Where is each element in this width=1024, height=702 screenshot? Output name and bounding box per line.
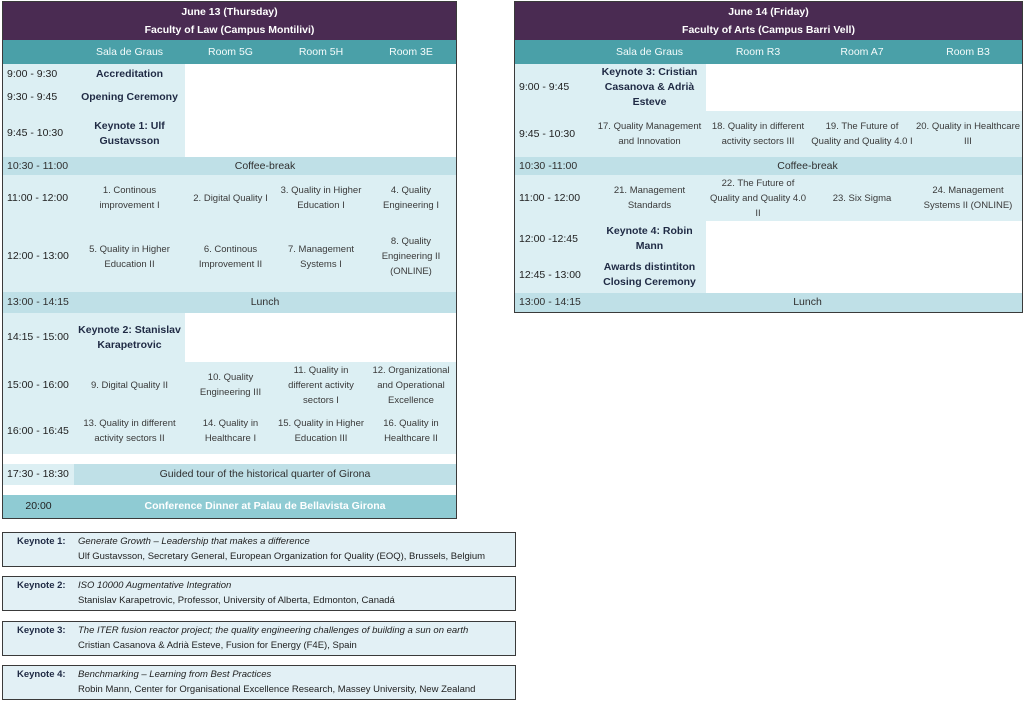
schedule-row [3, 64, 456, 85]
session-cell: 24. Management Systems II (ONLINE) [914, 175, 1022, 221]
time-slot: 12:00 - 13:00 [3, 221, 74, 292]
accreditation-cell: Accreditation [74, 64, 185, 85]
time-slot: 12:45 - 13:00 [515, 257, 593, 293]
time-slot: 9:00 - 9:30 [3, 64, 74, 85]
lunch-break: Lunch [593, 293, 1022, 312]
session-cell: 16. Quality in Healthcare II [366, 408, 456, 454]
keynote-info-box [2, 576, 516, 611]
room-name: Room 5G [185, 40, 276, 64]
schedule-row [3, 362, 456, 408]
schedule-row [515, 157, 1022, 175]
session-cell: 2. Digital Quality I [185, 175, 276, 221]
guided-tour: Guided tour of the historical quarter of Girona [74, 464, 456, 485]
day2-table [515, 40, 1022, 312]
time-slot: 11:00 - 12:00 [515, 175, 593, 221]
keynote1-cell: Keynote 1: Ulf Gustavsson [74, 110, 185, 157]
schedule-row [515, 293, 1022, 312]
time-slot: 10:30 -11:00 [515, 157, 593, 175]
day1-table [3, 40, 456, 518]
session-cell: 23. Six Sigma [810, 175, 914, 221]
session-cell: 7. Management Systems I [276, 221, 366, 292]
session-cell: 19. The Future of Quality and Quality 4.0 I [810, 111, 914, 157]
schedule-row [3, 157, 456, 175]
room-name: Room B3 [914, 40, 1022, 64]
room-name: Sala de Graus [74, 40, 185, 64]
schedule-row [515, 64, 1022, 111]
coffee-break: Coffee-break [593, 157, 1022, 175]
session-cell: 1. Continous improvement I [74, 175, 185, 221]
schedule-row [515, 175, 1022, 221]
time-slot: 15:00 - 16:00 [3, 362, 74, 408]
day1-date: June 13 (Thursday) [181, 6, 278, 18]
schedule-row [3, 292, 456, 313]
day2-schedule [514, 1, 1023, 313]
session-cell: 12. Organizational and Operational Excellence [366, 362, 456, 408]
schedule-row [3, 495, 456, 518]
time-slot: 13:00 - 14:15 [3, 292, 74, 313]
schedule-row [515, 221, 1022, 257]
session-cell: 13. Quality in different activity sectors II [74, 408, 185, 454]
schedule-row [3, 313, 456, 362]
time-slot: 13:00 - 14:15 [515, 293, 593, 312]
room-name: Room A7 [810, 40, 914, 64]
keynote-info-box [2, 665, 516, 700]
opening-ceremony-cell: Opening Ceremony [74, 85, 185, 110]
day2-header [515, 2, 1022, 40]
keynote4-cell: Keynote 4: Robin Mann [593, 221, 706, 257]
schedule-row [515, 111, 1022, 157]
time-slot: 16:00 - 16:45 [3, 408, 74, 454]
session-cell: 11. Quality in different activity sectors I [276, 362, 366, 408]
session-cell: 4. Quality Engineering I [366, 175, 456, 221]
day2-date: June 14 (Friday) [728, 6, 809, 18]
keynote-speaker: Cristian Casanova & Adrià Esteve, Fusion for Energy (F4E), Spain [78, 640, 357, 651]
keynote-title: ISO 10000 Augmentative Integration [78, 580, 232, 591]
keynote-speaker: Robin Mann, Center for Organisational Excellence Research, Massey University, New Zealand [78, 684, 476, 695]
session-cell: 22. The Future of Quality and Quality 4.0 II [706, 175, 810, 221]
day1-venue: Faculty of Law (Campus Montilivi) [144, 24, 315, 36]
schedule-row [3, 464, 456, 485]
keynote-title: Benchmarking – Learning from Best Practices [78, 669, 272, 680]
keynote-title: Generate Growth – Leadership that makes a difference [78, 536, 310, 547]
room-name: Room 3E [366, 40, 456, 64]
time-slot: 9:45 - 10:30 [515, 111, 593, 157]
day1-schedule [2, 1, 457, 519]
keynote-title: The ITER fusion reactor project; the quality engineering challenges of building a sun on earth [78, 625, 469, 636]
schedule-row [515, 257, 1022, 293]
keynote2-cell: Keynote 2: Stanislav Karapetrovic [74, 313, 185, 362]
session-cell: 21. Management Standards [593, 175, 706, 221]
schedule-row [3, 221, 456, 292]
keynote-label: Keynote 1: [17, 536, 66, 547]
time-slot: 9:45 - 10:30 [3, 110, 74, 157]
schedule-row [3, 175, 456, 221]
time-slot: 14:15 - 15:00 [3, 313, 74, 362]
time-slot: 17:30 - 18:30 [3, 464, 74, 485]
session-cell: 10. Quality Engineering III [185, 362, 276, 408]
session-cell: 8. Quality Engineering II (ONLINE) [366, 221, 456, 292]
day1-rooms-row [3, 40, 456, 64]
session-cell: 17. Quality Management and Innovation [593, 111, 706, 157]
schedule-row [3, 85, 456, 110]
session-cell: 15. Quality in Higher Education III [276, 408, 366, 454]
coffee-break: Coffee-break [74, 157, 456, 175]
keynote-info-box [2, 532, 516, 567]
keynote-info-box [2, 621, 516, 656]
schedule-row [3, 408, 456, 454]
lunch-break: Lunch [74, 292, 456, 313]
awards-closing-cell: Awards distintiton Closing Ceremony [593, 257, 706, 293]
session-cell: 3. Quality in Higher Education I [276, 175, 366, 221]
room-name: Room 5H [276, 40, 366, 64]
keynote-speaker: Stanislav Karapetrovic, Professor, University of Alberta, Edmonton, Canadá [78, 595, 395, 606]
session-cell: 6. Continous Improvement II [185, 221, 276, 292]
keynote-speaker: Ulf Gustavsson, Secretary General, European Organization for Quality (EOQ), Brussels, Belgium [78, 551, 486, 562]
time-slot: 20:00 [3, 495, 74, 518]
session-cell: 18. Quality in different activity sectors III [706, 111, 810, 157]
session-cell: 20. Quality in Healthcare III [914, 111, 1022, 157]
time-slot: 9:00 - 9:45 [515, 64, 593, 111]
room-name: Sala de Graus [593, 40, 706, 64]
conference-dinner: Conference Dinner at Palau de Bellavista Girona [74, 495, 456, 518]
session-cell: 14. Quality in Healthcare I [185, 408, 276, 454]
keynote-label: Keynote 2: [17, 580, 66, 591]
session-cell: 5. Quality in Higher Education II [74, 221, 185, 292]
time-slot: 9:30 - 9:45 [3, 85, 74, 110]
keynote-label: Keynote 4: [17, 669, 66, 680]
session-cell: 9. Digital Quality II [74, 362, 185, 408]
time-slot: 10:30 - 11:00 [3, 157, 74, 175]
day2-rooms-row [515, 40, 1022, 64]
keynote3-cell: Keynote 3: Cristian Casanova & Adrià Esteve [593, 64, 706, 111]
day1-header [3, 2, 456, 40]
time-slot: 11:00 - 12:00 [3, 175, 74, 221]
day2-venue: Faculty of Arts (Campus Barri Vell) [682, 24, 855, 36]
room-name: Room R3 [706, 40, 810, 64]
time-slot: 12:00 -12:45 [515, 221, 593, 257]
schedule-row [3, 110, 456, 157]
keynote-label: Keynote 3: [17, 625, 66, 636]
